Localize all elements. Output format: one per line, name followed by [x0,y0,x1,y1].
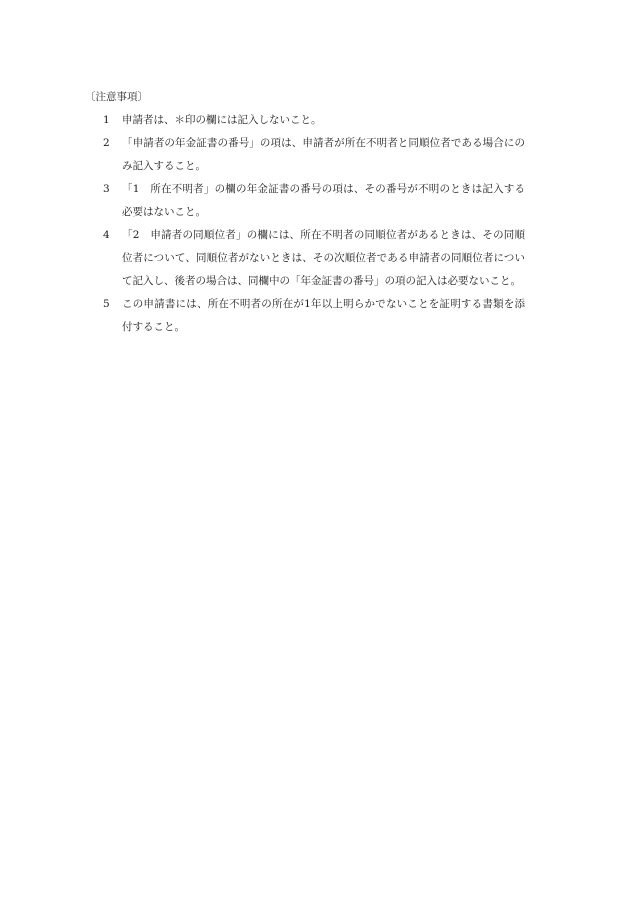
note-number: 3 [103,183,110,195]
notes-heading: 〔注意事項〕 [85,91,148,103]
note-text: この申請書には、所在不明者の所在が1年以上明らかでないことを証明する書類を添付すること。 [122,298,525,333]
note-text: 申請者は、＊印の欄には記入しないこと。 [122,114,322,126]
note-number: 1 [103,114,110,126]
note-number: 2 [103,137,110,149]
note-item-2 [85,132,525,178]
note-number: 5 [103,298,110,310]
note-number: 4 [103,229,110,241]
notes-list [85,109,525,339]
note-item-5 [85,293,525,339]
notes-section [85,86,525,339]
note-text: 「1 所在不明者」の欄の年金証書の番号の項は、その番号が不明のときは記入する必要はないこと。 [122,183,525,218]
note-text: 「2 申請者の同順位者」の欄には、所在不明者の同順位者があるときは、その同順位者について、同順位者がないときは、その次順位者である申請者の同順位者について記入し、後者の場合は、同欄中の「年金証書の番号」の項の記入は必要ないこと。 [122,229,525,287]
note-text: 「申請者の年金証書の番号」の項は、申請者が所在不明者と同順位者である場合にのみ記入すること。 [122,137,525,172]
note-item-1 [85,109,525,132]
note-item-3 [85,178,525,224]
note-item-4 [85,224,525,293]
